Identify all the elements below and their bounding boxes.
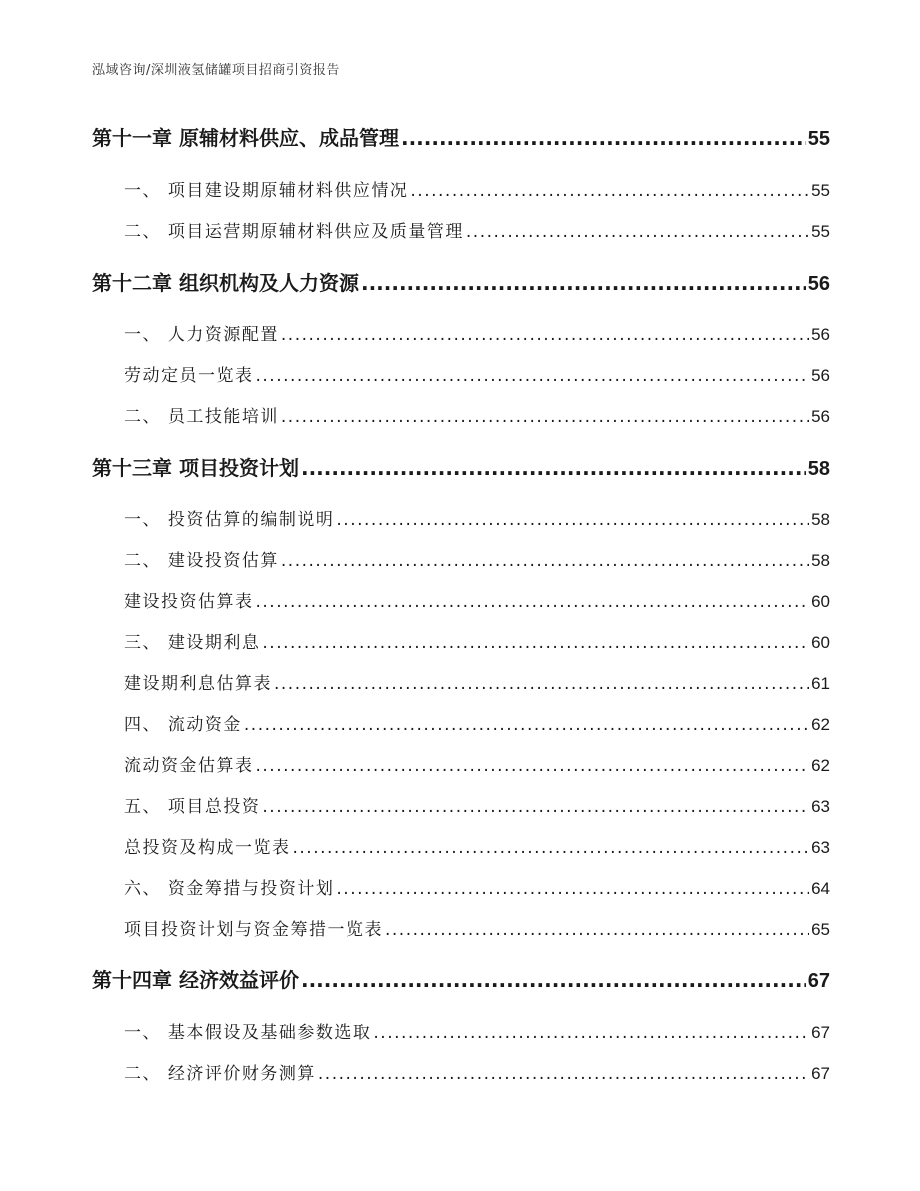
toc-page: 60 (811, 633, 830, 652)
toc-label: 五、 项目总投资 (124, 797, 261, 817)
toc-chapter[interactable] (92, 964, 830, 993)
toc-label: 二、 项目运营期原辅材料供应及质量管理 (124, 222, 464, 242)
toc-page: 60 (811, 592, 830, 611)
toc-entry[interactable] (92, 217, 830, 242)
toc-leader (281, 407, 809, 427)
toc-page: 67 (811, 1023, 830, 1042)
toc-table-entry[interactable] (92, 587, 830, 612)
toc-entry[interactable] (92, 628, 830, 653)
toc-leader (281, 551, 809, 571)
toc-leader (361, 271, 806, 295)
toc-label: 六、 资金筹措与投资计划 (124, 879, 335, 899)
toc-page: 56 (807, 273, 830, 295)
toc-leader (401, 126, 806, 150)
toc-page: 55 (811, 222, 830, 241)
toc-leader (274, 674, 809, 694)
toc-entry[interactable] (92, 710, 830, 735)
toc-label: 一、 基本假设及基础参数选取 (124, 1023, 372, 1043)
toc-label: 总投资及构成一览表 (124, 838, 291, 858)
toc-table-entry[interactable] (92, 361, 830, 386)
toc-page: 58 (811, 510, 830, 529)
toc-label: 一、 投资估算的编制说明 (124, 510, 335, 530)
toc-label: 二、 经济评价财务测算 (124, 1064, 316, 1084)
toc-page: 58 (811, 551, 830, 570)
toc-label: 第十四章 经济效益评价 (92, 968, 299, 992)
toc-entry[interactable] (92, 505, 830, 530)
toc-label: 建设期利息估算表 (124, 674, 272, 694)
toc-page: 55 (811, 181, 830, 200)
toc-table-entry[interactable] (92, 833, 830, 858)
toc-leader (466, 222, 809, 242)
toc-leader (262, 797, 809, 817)
toc-label: 劳动定员一览表 (124, 366, 254, 386)
toc-label: 项目投资计划与资金筹措一览表 (124, 920, 383, 940)
toc-entry[interactable] (92, 546, 830, 571)
toc-leader (385, 920, 809, 940)
toc-label: 建设投资估算表 (124, 592, 254, 612)
toc-table-entry[interactable] (92, 669, 830, 694)
toc-leader (293, 838, 810, 858)
page-header: 泓域咨询/深圳液氢储罐项目招商引资报告 (92, 63, 340, 78)
toc-entry[interactable] (92, 1059, 830, 1084)
toc-page: 63 (811, 797, 830, 816)
toc-leader (262, 633, 809, 653)
toc-label: 一、 人力资源配置 (124, 325, 279, 345)
toc-leader (256, 592, 810, 612)
toc-page: 67 (807, 970, 830, 992)
toc-page: 55 (807, 128, 830, 150)
toc-chapter[interactable] (92, 452, 830, 481)
toc-entry[interactable] (92, 792, 830, 817)
toc-label: 一、 项目建设期原辅材料供应情况 (124, 181, 409, 201)
toc-leader (373, 1023, 809, 1043)
toc-page: 62 (811, 756, 830, 775)
toc-page: 65 (811, 920, 830, 939)
toc-table-entry[interactable] (92, 751, 830, 776)
toc-entry[interactable] (92, 1018, 830, 1043)
toc-page: 62 (811, 715, 830, 734)
toc-page: 64 (811, 879, 830, 898)
toc-leader (410, 181, 809, 201)
toc-leader (281, 325, 809, 345)
toc-label: 第十二章 组织机构及人力资源 (92, 271, 359, 295)
toc-page: 58 (807, 458, 830, 480)
toc-entry[interactable] (92, 320, 830, 345)
toc-leader (318, 1064, 809, 1084)
toc-leader (336, 879, 809, 899)
toc-page: 56 (811, 325, 830, 344)
toc-label: 二、 建设投资估算 (124, 551, 279, 571)
toc-entry[interactable] (92, 176, 830, 201)
toc-label: 第十三章 项目投资计划 (92, 456, 299, 480)
toc-leader (301, 456, 806, 480)
toc-leader (256, 366, 810, 386)
toc-entry[interactable] (92, 402, 830, 427)
toc-label: 第十一章 原辅材料供应、成品管理 (92, 126, 399, 150)
toc-chapter[interactable] (92, 122, 830, 151)
toc-page: 56 (811, 366, 830, 385)
toc-label: 流动资金估算表 (124, 756, 254, 776)
toc-page: 63 (811, 838, 830, 857)
toc-leader (301, 968, 806, 992)
toc-chapter[interactable] (92, 267, 830, 296)
toc-page: 56 (811, 407, 830, 426)
toc-leader (336, 510, 809, 530)
toc-leader (256, 756, 810, 776)
toc-label: 三、 建设期利息 (124, 633, 261, 653)
toc-page: 61 (811, 674, 830, 693)
toc-page: 67 (811, 1064, 830, 1083)
toc-label: 二、 员工技能培训 (124, 407, 279, 427)
toc-entry[interactable] (92, 874, 830, 899)
toc-leader (244, 715, 809, 735)
toc-label: 四、 流动资金 (124, 715, 242, 735)
toc-table-entry[interactable] (92, 915, 830, 940)
